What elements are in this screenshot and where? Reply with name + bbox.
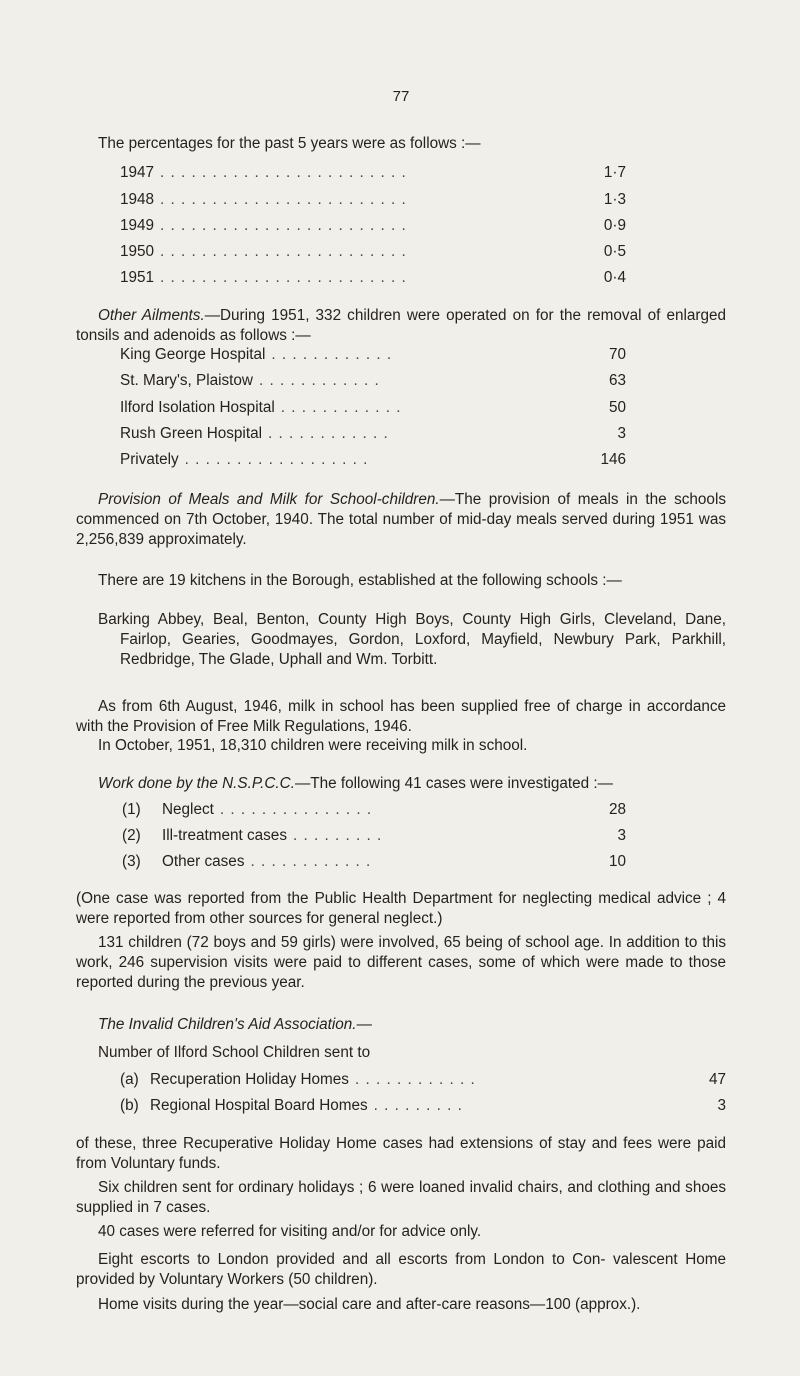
percentage-row: 1949 . . . . . . . . . . . . . . . . . . . . . . . . 0·9 [120, 217, 626, 234]
percentage-row: 1951 . . . . . . . . . . . . . . . . . . . . . . . . 0·4 [120, 269, 626, 286]
percentages-intro: The percentages for the past 5 years were as follows :— [98, 135, 481, 152]
percentage-value: 1·3 [603, 191, 626, 208]
icaa-paragraph-5: Home visits during the year—social care and after-care reasons—100 (approx.). [98, 1296, 641, 1313]
nspcc-note: (One case was reported from the Public Health Department for neglecting medical advice ; 4 were reported from other sources for general neglect.) [76, 890, 726, 927]
case-count: 10 [608, 853, 626, 870]
tonsils-row: King George Hospital . . . . . . . . . . . . 70 [120, 346, 626, 363]
year-label: 1949 [120, 217, 155, 234]
nspcc-row: (2) Ill-treatment cases . . . . . . . . . 3 [122, 827, 626, 844]
icaa-paragraph-3: 40 cases were referred for visiting and/or for advice only. [98, 1223, 482, 1240]
count-value: 3 [617, 425, 626, 442]
icaa-paragraph-2: Six children sent for ordinary holidays ; 6 were loaned invalid chairs, and clothing and shoes supplied in 7 cases. [76, 1179, 726, 1216]
icaa-paragraph-1: of these, three Recuperative Holiday Home cases had extensions of stay and fees were paid from Voluntary funds. [76, 1135, 726, 1172]
count-value: 63 [608, 372, 626, 389]
home-label: Recuperation Holiday Homes [150, 1071, 349, 1088]
percentage-row: 1948 . . . . . . . . . . . . . . . . . . . . . . . . 1·3 [120, 191, 626, 208]
home-label: Regional Hospital Board Homes [150, 1097, 368, 1114]
item-number: (3) [122, 853, 141, 870]
meals-paragraph [76, 490, 726, 550]
percentage-value: 0·9 [603, 217, 626, 234]
percentage-row: 1947 . . . . . . . . . . . . . . . . . . . . . . . . 1·7 [120, 164, 626, 181]
icaa-heading-line [76, 1015, 726, 1035]
other-ailments-heading: Other Ailments. [98, 307, 205, 324]
other-ailments-paragraph [76, 306, 726, 346]
hospital-label: Privately [120, 451, 179, 468]
page-number: 77 [392, 88, 410, 105]
case-label: Neglect [162, 801, 214, 818]
nspcc-heading: Work done by the N.S.P.C.C. [98, 775, 295, 792]
other-ailments-text: —During 1951, 332 children were operated on for the removal of enlarged tonsils and adenoids as follows :— [76, 307, 726, 344]
nspcc-text: —The following 41 cases were investigated :— [294, 775, 613, 792]
hospital-label: St. Mary's, Plaistow [120, 372, 253, 389]
percentage-value: 0·5 [603, 243, 626, 260]
icaa-row: (a) Recuperation Holiday Homes . . . . . . . . . . . . 47 [120, 1071, 726, 1088]
icaa-heading-dash: — [356, 1016, 372, 1033]
nspcc-row: (3) Other cases . . . . . . . . . . . . 10 [122, 853, 626, 870]
item-number: (1) [122, 801, 141, 818]
case-count: 28 [608, 801, 626, 818]
milk-count-paragraph: In October, 1951, 18,310 children were receiving milk in school. [98, 737, 528, 754]
nspcc-paragraph [76, 774, 726, 794]
year-label: 1947 [120, 164, 155, 181]
hospital-label: King George Hospital [120, 346, 266, 363]
children-count: 47 [708, 1071, 726, 1088]
item-number: (2) [122, 827, 141, 844]
item-letter: (a) [120, 1071, 139, 1088]
tonsils-row: Ilford Isolation Hospital . . . . . . . . . . . . 50 [120, 399, 626, 416]
count-value: 70 [608, 346, 626, 363]
icaa-row: (b) Regional Hospital Board Homes . . . . . . . . . 3 [120, 1097, 726, 1114]
year-label: 1948 [120, 191, 155, 208]
icaa-heading: The Invalid Children's Aid Association. [98, 1016, 357, 1033]
meals-heading: Provision of Meals and Milk for School-children. [98, 491, 440, 508]
tonsils-row: Rush Green Hospital . . . . . . . . . . . . 3 [120, 425, 626, 442]
percentage-row: 1950 . . . . . . . . . . . . . . . . . . . . . . . . 0·5 [120, 243, 626, 260]
nspcc-row: (1) Neglect . . . . . . . . . . . . . . . 28 [122, 801, 626, 818]
percentage-value: 0·4 [603, 269, 626, 286]
tonsils-row: Privately . . . . . . . . . . . . . . . . . . 146 [120, 451, 626, 468]
case-count: 3 [617, 827, 626, 844]
schools-list: Barking Abbey, Beal, Benton, County High Boys, County High Girls, Cleveland, Dane, Fairlop, Gearies, Goodmayes, Gordon, Loxford, Mayfield, Newbury Park, Parkhill, Redbridge, The Glade, Uphall and Wm. Torbitt. [98, 611, 726, 668]
hospital-label: Rush Green Hospital [120, 425, 262, 442]
count-value: 50 [608, 399, 626, 416]
kitchens-paragraph: There are 19 kitchens in the Borough, established at the following schools :— [98, 572, 622, 589]
case-label: Other cases [162, 853, 245, 870]
item-letter: (b) [120, 1097, 139, 1114]
year-label: 1951 [120, 269, 155, 286]
tonsils-row: St. Mary's, Plaistow . . . . . . . . . . . . 63 [120, 372, 626, 389]
icaa-paragraph-4: Eight escorts to London provided and all escorts from London to Con- valescent Home provided by Voluntary Workers (50 children). [76, 1251, 726, 1288]
case-label: Ill-treatment cases [162, 827, 287, 844]
percentage-value: 1·7 [603, 164, 626, 181]
nspcc-children-paragraph: 131 children (72 boys and 59 girls) were involved, 65 being of school age. In addition to this work, 246 supervision visits were paid to different cases, some of which were made to those reported during the previous year. [76, 934, 726, 991]
meals-text: —The provision of meals in the schools commenced on 7th October, 1940. The total number of mid-day meals served during 1951 was 2,256,839 approximately. [76, 491, 726, 548]
icaa-subheading: Number of Ilford School Children sent to [98, 1044, 371, 1061]
count-value: 146 [600, 451, 626, 468]
free-milk-paragraph: As from 6th August, 1946, milk in school has been supplied free of charge in accordance with the Provision of Free Milk Regulations, 1946. [76, 698, 726, 735]
children-count: 3 [717, 1097, 726, 1114]
year-label: 1950 [120, 243, 155, 260]
hospital-label: Ilford Isolation Hospital [120, 399, 275, 416]
